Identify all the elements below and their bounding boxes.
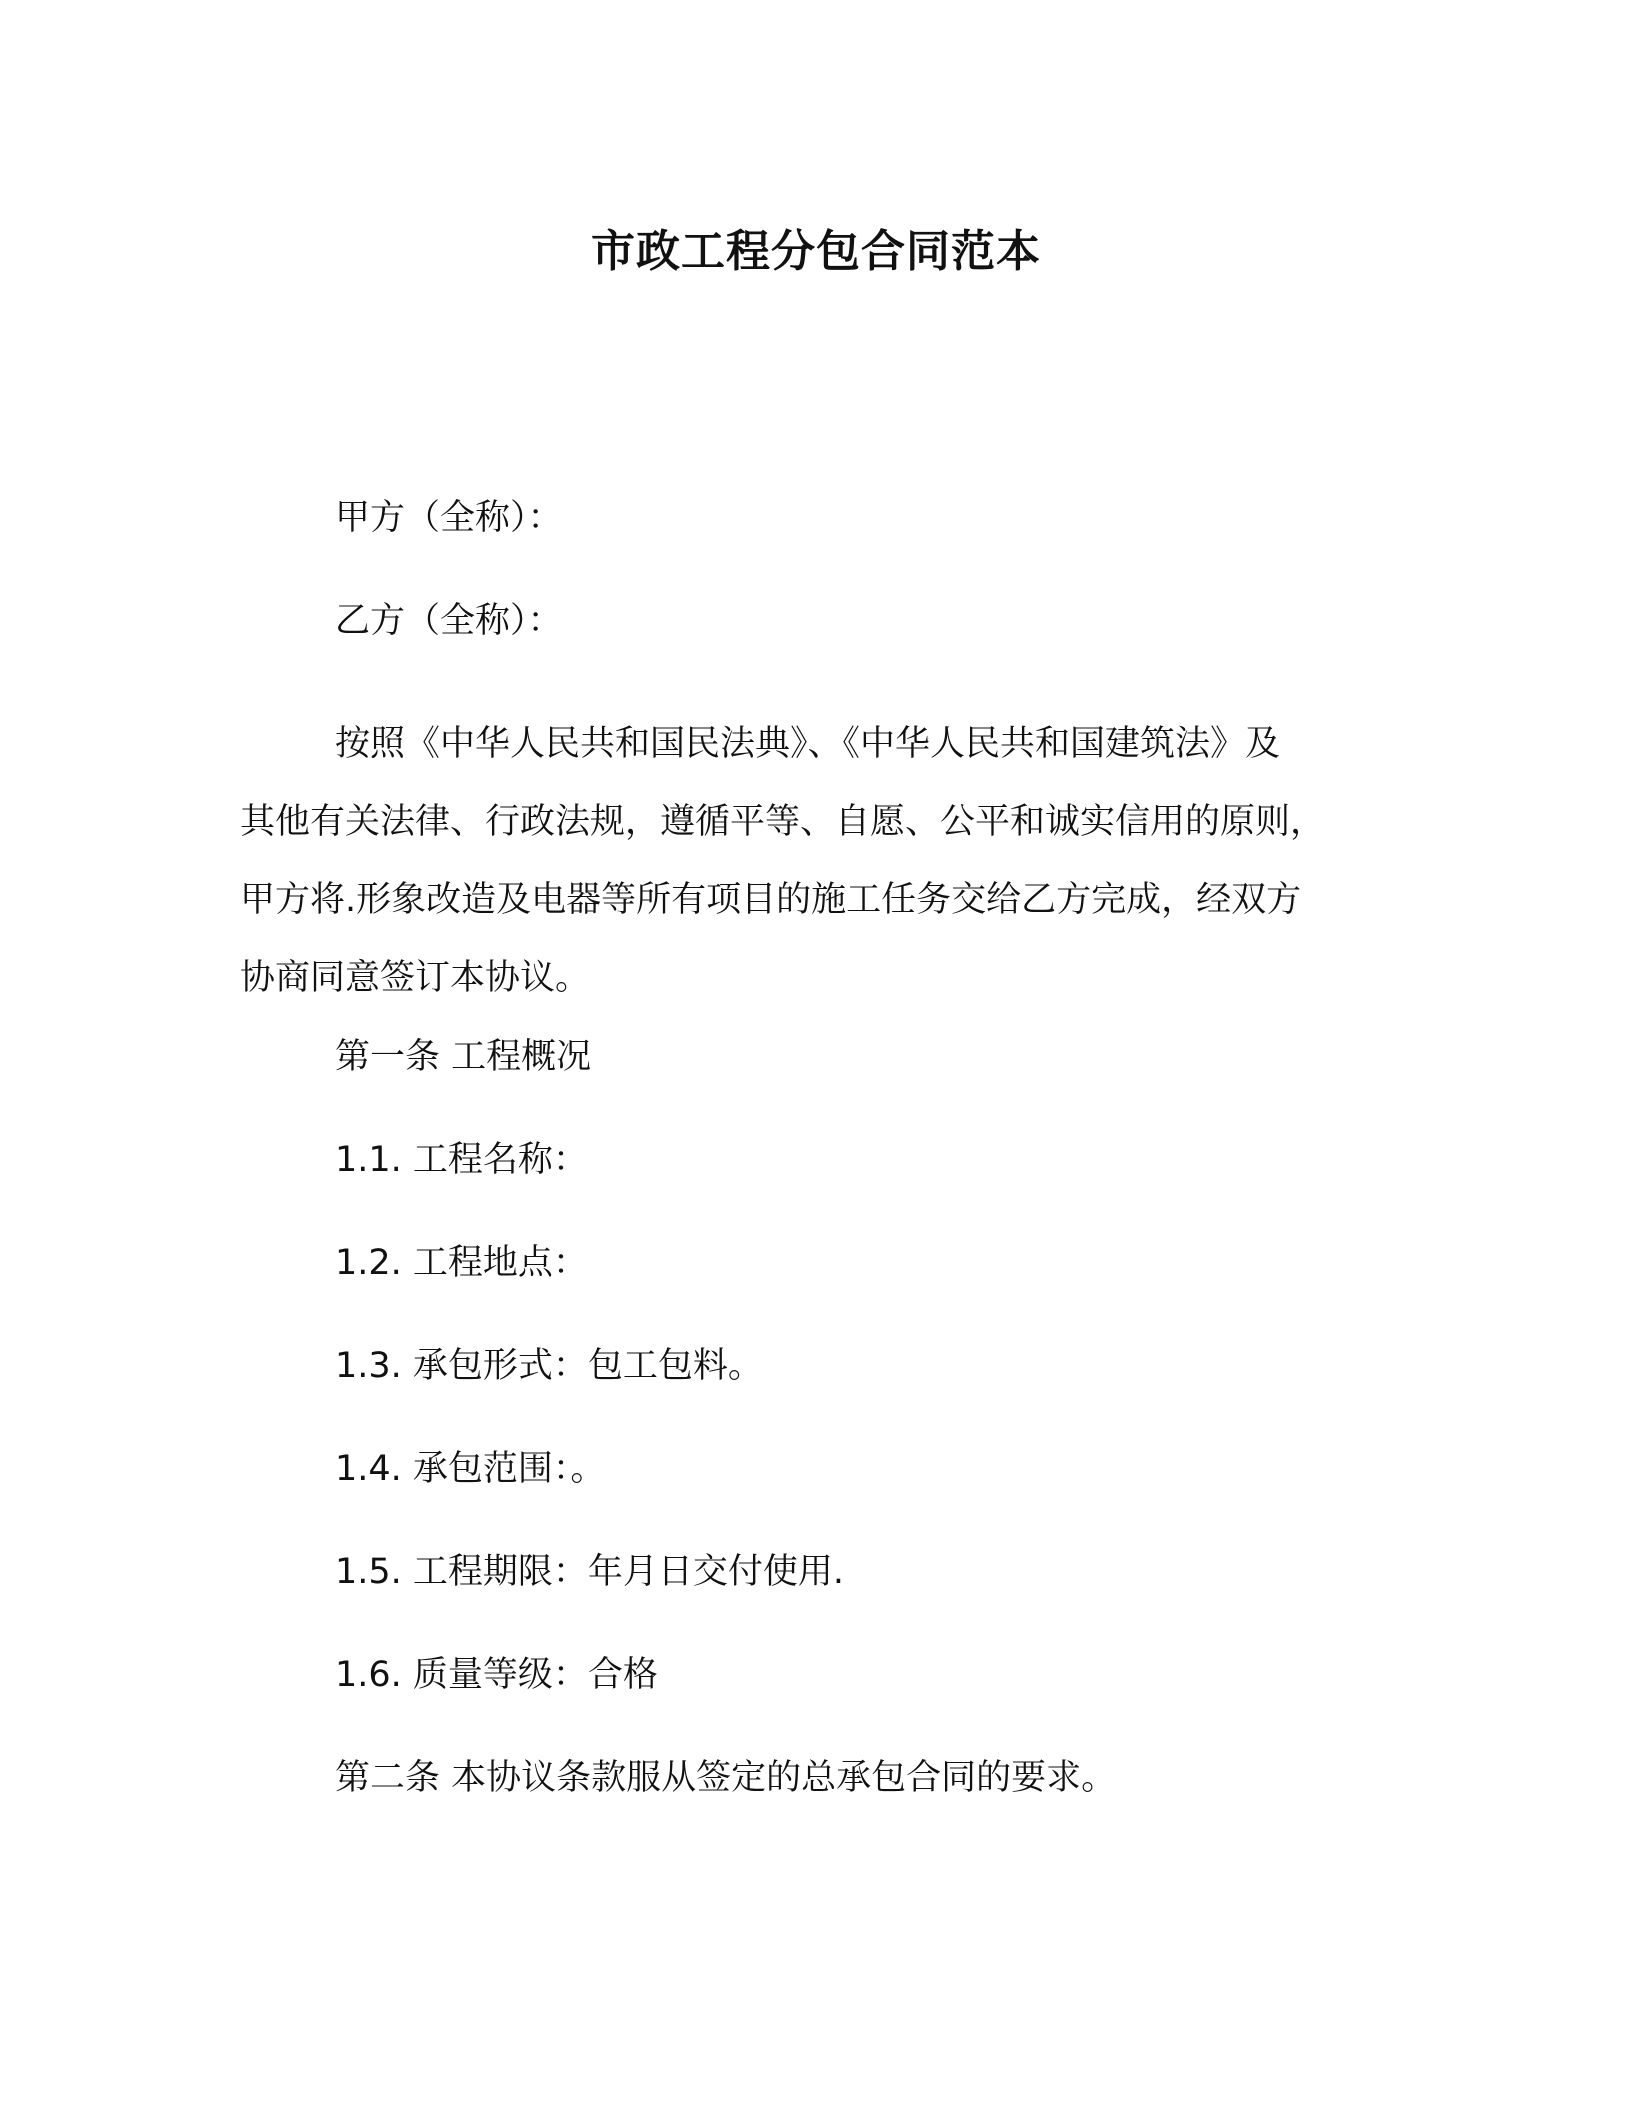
- document-title: 市政工程分包合同范本: [591, 226, 1041, 277]
- intro-line: 协商同意签订本协议。: [240, 958, 591, 998]
- intro-line: 按照《中华人民共和国民法典》、《中华人民共和国建筑法》及: [335, 724, 1281, 764]
- article-2-text: 第二条 本协议条款服从签定的总承包合同的要求。: [335, 1758, 1117, 1798]
- article-1-heading: 第一条 工程概况: [335, 1037, 592, 1077]
- clause-item: 1.5. 工程期限：年月日交付使用.: [335, 1552, 845, 1592]
- intro-paragraph: [240, 705, 1390, 1017]
- party-b-line: 乙方（全称）：: [335, 601, 563, 641]
- clause-item: 1.6. 质量等级：合格: [335, 1655, 658, 1695]
- intro-line: 甲方将.形象改造及电器等所有项目的施工任务交给乙方完成，经双方: [240, 880, 1302, 920]
- party-a-line: 甲方（全称）：: [335, 498, 563, 538]
- intro-line: 其他有关法律、行政法规，遵循平等、自愿、公平和诚实信用的原则，: [240, 802, 1326, 842]
- clause-item: 1.4. 承包范围：。: [335, 1449, 606, 1489]
- clause-item: 1.1. 工程名称：: [335, 1140, 588, 1180]
- clause-item: 1.2. 工程地点：: [335, 1243, 588, 1283]
- clause-item: 1.3. 承包形式：包工包料。: [335, 1346, 763, 1386]
